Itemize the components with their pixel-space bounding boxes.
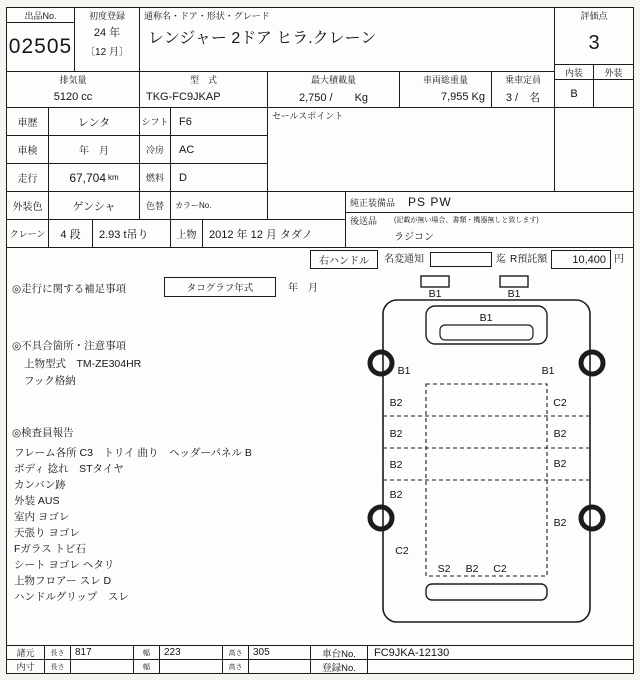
mirror-left-shape — [421, 276, 449, 287]
damage-label: B2 — [553, 428, 567, 440]
mileage-label: 走行 — [6, 163, 49, 192]
displacement-label: 排気量 — [59, 74, 87, 85]
body-label: 上物 — [170, 219, 203, 248]
color-change-label: 色替 — [139, 191, 171, 220]
dims-label: 諸元 — [6, 645, 45, 660]
mileage-cell — [48, 163, 140, 192]
body-value: 2012 年 12 月 タダノ — [202, 219, 346, 248]
capacity-cell — [491, 71, 555, 108]
inspector-line: 室内 ヨゴレ — [14, 511, 70, 523]
empty-box-right — [554, 107, 634, 192]
later-shipment-box — [345, 212, 634, 248]
tachograph-box: タコグラフ年式 — [164, 277, 276, 297]
displacement-value: 5120 cc — [53, 90, 93, 103]
genuine-equipment-value: PS PW — [408, 195, 452, 209]
vehicle-name: レンジャー 2ドア ヒラ.クレーン — [148, 30, 377, 47]
front-right-wheel — [581, 352, 603, 374]
tachograph-value: 年 月 — [288, 283, 318, 294]
length-label: 長さ — [44, 659, 71, 674]
color-no-label: カラーNo. — [170, 191, 268, 220]
chassis-no-label: 車台No. — [310, 645, 368, 660]
damage-label: B1 — [397, 365, 411, 377]
fuel-label: 燃料 — [139, 163, 171, 192]
first-registration-label: 初度登録 — [88, 11, 125, 21]
width-label: 幅 — [133, 659, 160, 674]
mileage-value: 67,704 — [69, 170, 107, 185]
inner-length-value — [70, 659, 134, 674]
vehicle-name-header: 通称名・ドア・形状・グレード — [144, 11, 270, 21]
inspector-line: シート ヨゴレ ヘタリ — [14, 559, 115, 571]
ac-label: 冷房 — [139, 135, 171, 164]
damage-label: B2 — [553, 458, 567, 470]
crane-stage: 4 段 — [48, 219, 93, 248]
until-label: 迄 — [496, 254, 506, 265]
damage-label: C2 — [395, 545, 409, 557]
name-change-label: 名変通知 — [384, 254, 424, 265]
score-box — [554, 7, 634, 65]
cab-roof-shape — [440, 325, 533, 340]
first-registration-month: 〔12 月〕 — [85, 46, 129, 58]
damage-label: B1 — [479, 312, 493, 324]
damage-label: B1 — [541, 365, 555, 377]
inspector-line: フレーム各所 C3 トリイ 曲り ヘッダーパネル B — [14, 447, 252, 459]
crane-lift: 2.93 t吊り — [92, 219, 171, 248]
rear-left-wheel — [370, 507, 392, 529]
later-shipment-note: (記載が無い場合、書類・機器無しと致します) — [394, 217, 539, 224]
empty-cell — [267, 191, 346, 220]
damage-label: B2 — [389, 459, 403, 471]
width-value: 223 — [159, 645, 223, 660]
damage-label: B2 — [389, 428, 403, 440]
damage-label: C2 — [493, 563, 507, 575]
defect-line-2: フック格納 — [24, 375, 76, 387]
height-value: 305 — [248, 645, 311, 660]
front-left-wheel — [370, 352, 392, 374]
model-value: TKG-FC9JKAP — [146, 90, 221, 103]
interior-grade: B — [555, 80, 594, 107]
inner-height-value — [248, 659, 311, 674]
vehicle-name-box — [139, 7, 555, 72]
crane-label: クレーン — [6, 219, 49, 248]
gvw-value: 7,955 Kg — [440, 90, 485, 103]
fuel-value: D — [170, 163, 268, 192]
interior-label: 内装 — [555, 65, 594, 79]
max-load-cell — [267, 71, 400, 108]
rear-right-wheel — [581, 507, 603, 529]
model-label: 型 式 — [189, 74, 217, 85]
vehicle-diagram — [348, 266, 635, 640]
height-label: 高さ — [222, 645, 249, 660]
defect-line-1: 上物型式 TM-ZE304HR — [24, 358, 142, 370]
mileage-unit: km — [108, 173, 119, 182]
shift-value: F6 — [170, 107, 268, 136]
capacity-value: 3 / 名 — [505, 91, 541, 104]
damage-label: S2 — [437, 563, 451, 575]
damage-label: B2 — [465, 563, 479, 575]
width-label: 幅 — [133, 645, 160, 660]
shift-label: シフト — [139, 107, 171, 136]
inspector-report — [14, 445, 252, 605]
max-load-label: 最大積載量 — [310, 74, 356, 85]
inspector-line: ハンドルグリップ スレ — [14, 591, 129, 603]
chassis-no-value: FC9JKA-12130 — [367, 645, 634, 660]
later-shipment-value: ラジコン — [394, 232, 434, 243]
score-label: 評価点 — [580, 11, 608, 21]
exterior-color-value: ゲンシャ — [48, 191, 140, 220]
mileage-note-title: ◎走行に関する補足事項 — [12, 283, 127, 295]
deposit-value: 10,400 — [551, 250, 611, 269]
capacity-label: 乗車定員 — [504, 74, 541, 85]
exhibit-no-value: 02505 — [8, 35, 73, 58]
sales-point-label: セールスポイント — [272, 111, 344, 121]
rear-bumper-shape — [426, 584, 547, 600]
genuine-equipment-row — [345, 191, 634, 213]
damage-label: B2 — [553, 517, 567, 529]
inspector-title: ◎検査員報告 — [12, 427, 74, 439]
ac-value: AC — [170, 135, 268, 164]
gvw-label: 車両総重量 — [422, 74, 468, 85]
defect-title: ◎不具合箇所・注意事項 — [12, 340, 127, 352]
exterior-grade — [594, 80, 633, 107]
deposit-label: R預託額 — [510, 254, 548, 265]
inner-dims-label: 内寸 — [6, 659, 45, 674]
inspection-label: 車検 — [6, 135, 49, 164]
history-label: 車歴 — [6, 107, 49, 136]
length-value: 817 — [70, 645, 134, 660]
registration-no-value — [367, 659, 634, 674]
yen-label: 円 — [614, 254, 624, 265]
exhibit-no-label: 出品No. — [7, 8, 74, 23]
exterior-color-label: 外装色 — [6, 191, 49, 220]
sales-point-box — [267, 107, 555, 192]
model-cell — [139, 71, 268, 108]
damage-label: B2 — [389, 397, 403, 409]
gvw-cell — [399, 71, 492, 108]
inspector-line: カンバン跡 — [14, 479, 66, 491]
damage-label: B1 — [507, 288, 521, 300]
score-value: 3 — [588, 32, 600, 54]
mirror-right-shape — [500, 276, 528, 287]
history-value: レンタ — [48, 107, 140, 136]
height-label: 高さ — [222, 659, 249, 674]
inspection-value: 年 月 — [48, 135, 140, 164]
inspector-line: ボディ 捻れ STタイヤ — [14, 463, 124, 475]
steering-badge: 右ハンドル — [310, 250, 378, 269]
length-label: 長さ — [44, 645, 71, 660]
max-load-value: 2,750 / Kg — [298, 91, 369, 104]
exhibit-no-box — [6, 7, 75, 72]
damage-label: C2 — [553, 397, 567, 409]
name-change-date-box — [430, 252, 492, 267]
registration-no-label: 登録No. — [310, 659, 368, 674]
inner-width-value — [159, 659, 223, 674]
later-shipment-label: 後送品 — [350, 216, 378, 226]
damage-label: B2 — [389, 489, 403, 501]
damage-label: B1 — [428, 288, 442, 300]
first-registration-box — [74, 7, 140, 72]
first-registration-year: 24 年 — [93, 27, 121, 39]
inspector-line: 上物フロアー スレ D — [14, 575, 112, 587]
grade-box — [554, 64, 634, 108]
bed-dashed-lines — [383, 384, 590, 576]
inspector-line: Fガラス トビ石 — [14, 543, 87, 555]
inspector-line: 天張り ヨゴレ — [14, 527, 80, 539]
exterior-label: 外装 — [604, 67, 623, 78]
inspector-line: 外装 AUS — [14, 495, 60, 507]
genuine-equipment-label: 純正装備品 — [350, 198, 396, 208]
displacement-cell — [6, 71, 140, 108]
